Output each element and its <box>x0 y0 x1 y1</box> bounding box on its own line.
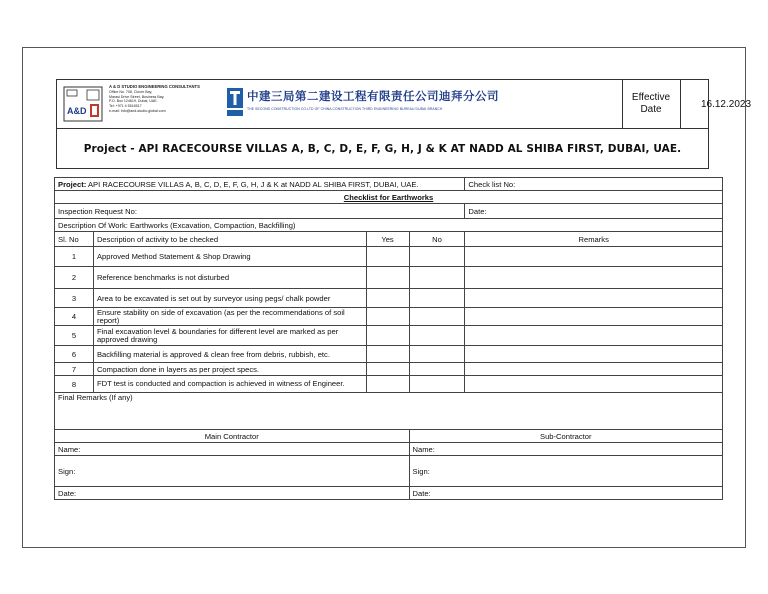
table-row <box>55 376 723 393</box>
no-cell[interactable] <box>409 247 465 267</box>
main-name-field[interactable]: Name: <box>55 443 410 456</box>
yes-cell[interactable] <box>366 289 409 308</box>
table-row <box>55 247 723 267</box>
item-text: Compaction done in layers as per project specs. <box>93 363 366 376</box>
item-text: Approved Method Statement & Shop Drawing <box>93 247 366 267</box>
consultant-address-line: Tel: +971 4 5516517 <box>109 104 142 109</box>
yes-cell[interactable] <box>366 376 409 393</box>
no-cell[interactable] <box>409 326 465 346</box>
description-of-work: Description Of Work: Earthworks (Excavation, Compaction, Backfilling) <box>55 219 723 232</box>
project-cell <box>55 178 465 191</box>
item-number: 1 <box>55 247 94 267</box>
col-remarks: Remarks <box>465 232 723 247</box>
table-row <box>55 308 723 326</box>
consultant-logo-icon <box>63 86 103 122</box>
yes-cell[interactable] <box>366 363 409 376</box>
item-number: 2 <box>55 267 94 289</box>
description-row <box>55 219 723 232</box>
effective-date-value: 16.12.2023 <box>700 98 752 110</box>
main-date-field[interactable]: Date: <box>55 487 410 500</box>
item-text: Ensure stability on side of excavation (as per the recommendations of soil report) <box>93 308 366 326</box>
project-label: Project: <box>58 179 87 189</box>
name-row <box>55 443 723 456</box>
title-row <box>55 191 723 204</box>
item-number: 4 <box>55 308 94 326</box>
item-text: Final excavation level & boundaries for different level are marked as per approved drawing <box>93 326 366 346</box>
item-number: 5 <box>55 326 94 346</box>
checklist-table <box>54 177 723 500</box>
remarks-cell[interactable] <box>465 376 723 393</box>
checklist-title: Checklist for Earthworks <box>55 191 723 204</box>
col-no: No <box>409 232 465 247</box>
remarks-cell[interactable] <box>465 346 723 363</box>
no-cell[interactable] <box>409 267 465 289</box>
item-number: 8 <box>55 376 94 393</box>
table-row <box>55 363 723 376</box>
yes-cell[interactable] <box>366 247 409 267</box>
sign-row <box>55 456 723 487</box>
contractor-logo-icon <box>227 88 243 118</box>
item-text: Reference benchmarks is not disturbed <box>93 267 366 289</box>
table-row <box>55 267 723 289</box>
sub-date-field[interactable]: Date: <box>409 487 723 500</box>
sub-sign-field[interactable]: Sign: <box>409 456 723 487</box>
project-value: API RACECOURSE VILLAS A, B, C, D, E, F, G, H, J & K at NADD AL SHIBA FIRST, DUBAI, UAE. <box>86 179 419 189</box>
consultant-name: A & D STUDIO ENGINEERING CONSULTANTS <box>109 84 200 89</box>
remarks-cell[interactable] <box>465 326 723 346</box>
main-sign-field[interactable]: Sign: <box>55 456 410 487</box>
col-sl-no: Sl. No <box>55 232 94 247</box>
document-header <box>56 79 752 169</box>
consultant-info <box>109 85 219 114</box>
item-text: Backfilling material is approved & clean free from debris, rubbish, etc. <box>93 346 366 363</box>
remarks-cell[interactable] <box>465 363 723 376</box>
project-title: Project - API RACECOURSE VILLAS A, B, C, D, E, F, G, H, J & K AT NADD AL SHIBA FIRST, DUBAI, UAE. <box>83 143 682 155</box>
yes-cell[interactable] <box>366 346 409 363</box>
consultant-address-line: P.O. Box 124619, Dubai, UAE. <box>109 99 158 104</box>
consultant-address-line: e-mail: info@and-studio-global.com <box>109 108 166 113</box>
date-field[interactable]: Date: <box>465 204 723 219</box>
consultant-address-line: Marasi Drive Street, Business Bay, <box>109 94 165 99</box>
no-cell[interactable] <box>409 346 465 363</box>
consultant-address-line: Office No. 708, Clover Bay, <box>109 89 153 94</box>
table-row <box>55 326 723 346</box>
no-cell[interactable] <box>409 308 465 326</box>
date-row <box>55 487 723 500</box>
remarks-cell[interactable] <box>465 267 723 289</box>
col-description: Description of activity to be checked <box>93 232 366 247</box>
item-number: 7 <box>55 363 94 376</box>
effective-date-label <box>622 80 681 128</box>
remarks-cell[interactable] <box>465 247 723 267</box>
svg-text:A&D: A&D <box>67 106 87 116</box>
no-cell[interactable] <box>409 363 465 376</box>
table-row <box>55 346 723 363</box>
no-cell[interactable] <box>409 376 465 393</box>
header-logo-row <box>57 80 752 129</box>
contractor-name-cn: 中建三局第二建设工程有限责任公司迪拜分公司 <box>247 89 499 103</box>
yes-cell[interactable] <box>366 267 409 289</box>
inspection-request-field[interactable]: Inspection Request No: <box>55 204 465 219</box>
final-remarks-field[interactable]: Final Remarks (If any) <box>55 393 723 430</box>
final-remarks-row <box>55 393 723 430</box>
item-number: 6 <box>55 346 94 363</box>
contractor-name-en: THE SECOND CONSTRUCTION CO.LTD OF CHINA CONSTRUCTION THIRD ENGINEERING BUREAU DUBAI BRANCH <box>247 107 443 111</box>
project-row <box>55 178 723 191</box>
remarks-cell[interactable] <box>465 289 723 308</box>
yes-cell[interactable] <box>366 326 409 346</box>
col-yes: Yes <box>366 232 409 247</box>
checklist-no-cell: Check list No: <box>465 178 723 191</box>
effective-label: Effective <box>631 92 671 103</box>
yes-cell[interactable] <box>366 308 409 326</box>
item-text: Area to be excavated is set out by surveyor using pegs/ chalk powder <box>93 289 366 308</box>
no-cell[interactable] <box>409 289 465 308</box>
inspection-row <box>55 204 723 219</box>
table-row <box>55 289 723 308</box>
remarks-cell[interactable] <box>465 308 723 326</box>
item-text: FDT test is conducted and compaction is achieved in witness of Engineer. <box>93 376 366 393</box>
sub-contractor-heading: Sub-Contractor <box>409 430 723 443</box>
item-number: 3 <box>55 289 94 308</box>
date-label: Date <box>640 104 662 115</box>
column-header-row <box>55 232 723 247</box>
main-contractor-heading: Main Contractor <box>55 430 410 443</box>
logo-cell <box>57 80 623 128</box>
signoff-header-row <box>55 430 723 443</box>
sub-name-field[interactable]: Name: <box>409 443 723 456</box>
